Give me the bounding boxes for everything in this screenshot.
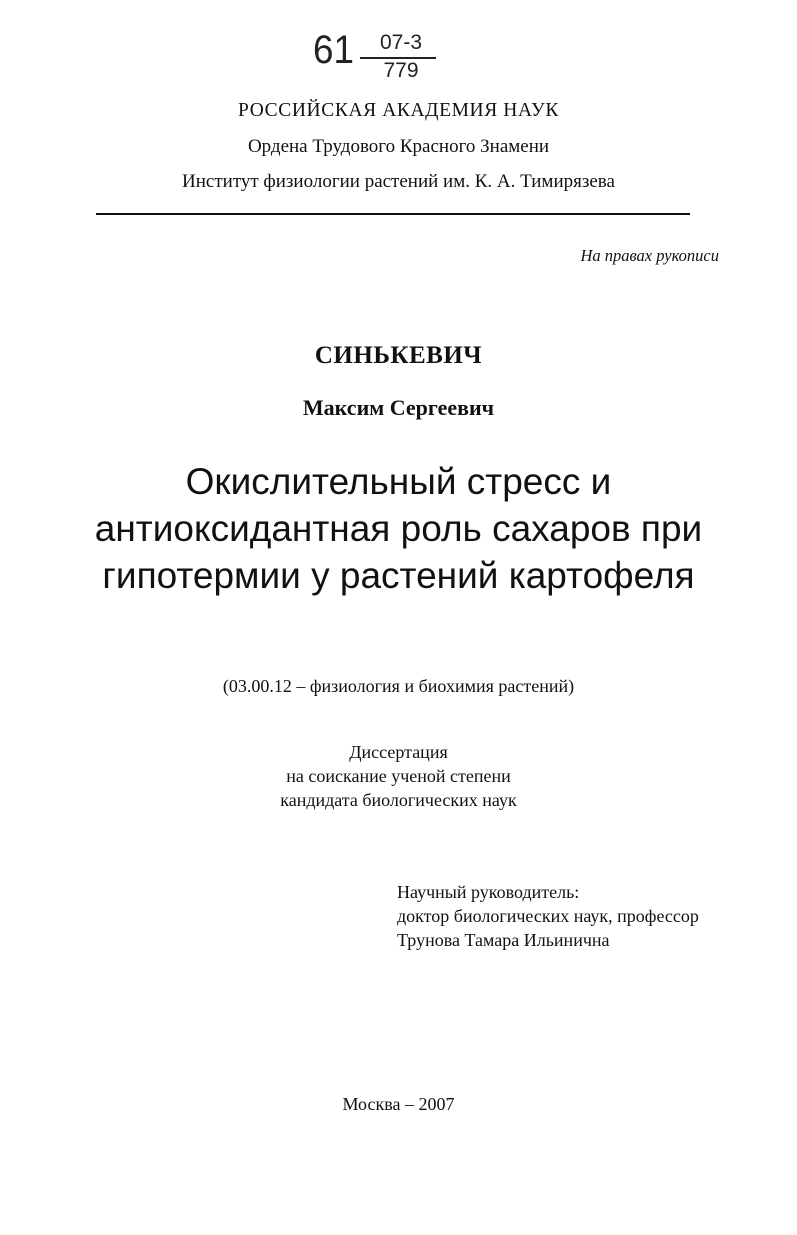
title-line: гипотермии у растений картофеля <box>102 555 695 596</box>
title-line: антиоксидантная роль сахаров при <box>94 508 703 549</box>
degree-line: Диссертация <box>349 742 448 762</box>
supervisor-block <box>397 880 699 952</box>
author-surname: СИНЬКЕВИЧ <box>314 342 483 369</box>
title-line: Окислительный стресс и <box>185 461 612 502</box>
stamp-denominator: 779 <box>383 59 419 82</box>
header-divider <box>96 213 690 215</box>
dissertation-title <box>0 458 797 599</box>
supervisor-line: доктор биологических наук, профессор <box>397 906 699 926</box>
stamp-prefix: 61 <box>313 28 354 72</box>
degree-statement <box>0 740 797 812</box>
degree-line: кандидата биологических наук <box>280 790 517 810</box>
degree-line: на соискание ученой степени <box>286 766 511 786</box>
academy-name: РОССИЙСКАЯ АКАДЕМИЯ НАУК <box>238 100 559 121</box>
place-year: Москва – 2007 <box>342 1094 455 1114</box>
supervisor-line: Научный руководитель: <box>397 882 580 902</box>
author-given-names: Максим Сергеевич <box>302 395 495 420</box>
rights-note: На правах рукописи <box>580 246 719 265</box>
supervisor-line: Трунова Тамара Ильинична <box>397 930 610 950</box>
stamp-numerator: 07-3 <box>379 31 423 54</box>
institute-name: Институт физиологии растений им. К. А. Тимирязева <box>182 171 615 192</box>
order-line: Ордена Трудового Красного Знамени <box>247 136 550 157</box>
specialty-code: (03.00.12 – физиология и биохимия растений) <box>222 676 575 696</box>
